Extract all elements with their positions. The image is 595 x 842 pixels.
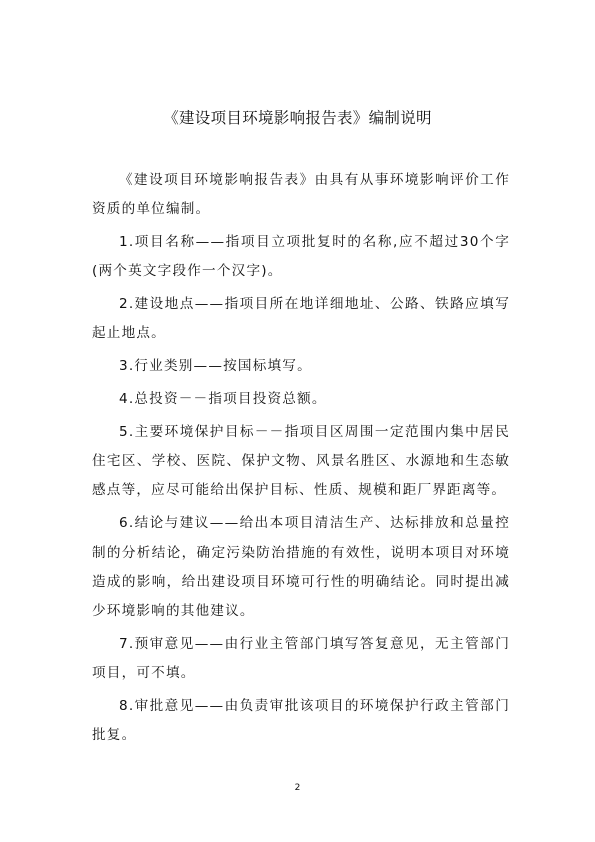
paragraph-protection-targets: 5.主要环境保护目标－－指项目区周围一定范围内集中居民住宅区、学校、医院、保护文物、风景名胜区、水源地和生态敏感点等，应尽可能给出保护目标、性质、规模和距厂界距离等。 (92, 423, 510, 499)
paragraph-conclusions: 6.结论与建议——给出本项目清洁生产、达标排放和总量控制的分析结论，确定污染防治措施的有效性，说明本项目对环境造成的影响，给出建设项目环境可行性的明确结论。同时提出减少环境影响的其他建议。 (92, 515, 510, 620)
paragraph-industry-category: 3.行业类别——按国标填写。 (119, 358, 312, 375)
page-number: 2 (294, 783, 301, 793)
document-body (92, 166, 510, 754)
paragraph-project-name: 1.项目名称——指项目立项批复时的名称,应不超过30个字(两个英文字段作一个汉字)。 (92, 234, 510, 280)
paragraph-total-investment: 4.总投资－－指项目投资总额。 (119, 391, 327, 408)
paragraph-approval: 8.审批意见——由负责审批该项目的环境保护行政主管部门批复。 (92, 698, 510, 744)
paragraph-construction-site: 2.建设地点——指项目所在地详细地址、公路、铁路应填写起止地点。 (92, 296, 510, 342)
document-title: 《建设项目环境影响报告表》编制说明 (163, 109, 432, 127)
paragraph-intro: 《建设项目环境影响报告表》由具有从事环境影响评价工作资质的单位编制。 (92, 172, 510, 218)
paragraph-pre-review: 7.预审意见——由行业主管部门填写答复意见，无主管部门项目，可不填。 (92, 635, 510, 682)
